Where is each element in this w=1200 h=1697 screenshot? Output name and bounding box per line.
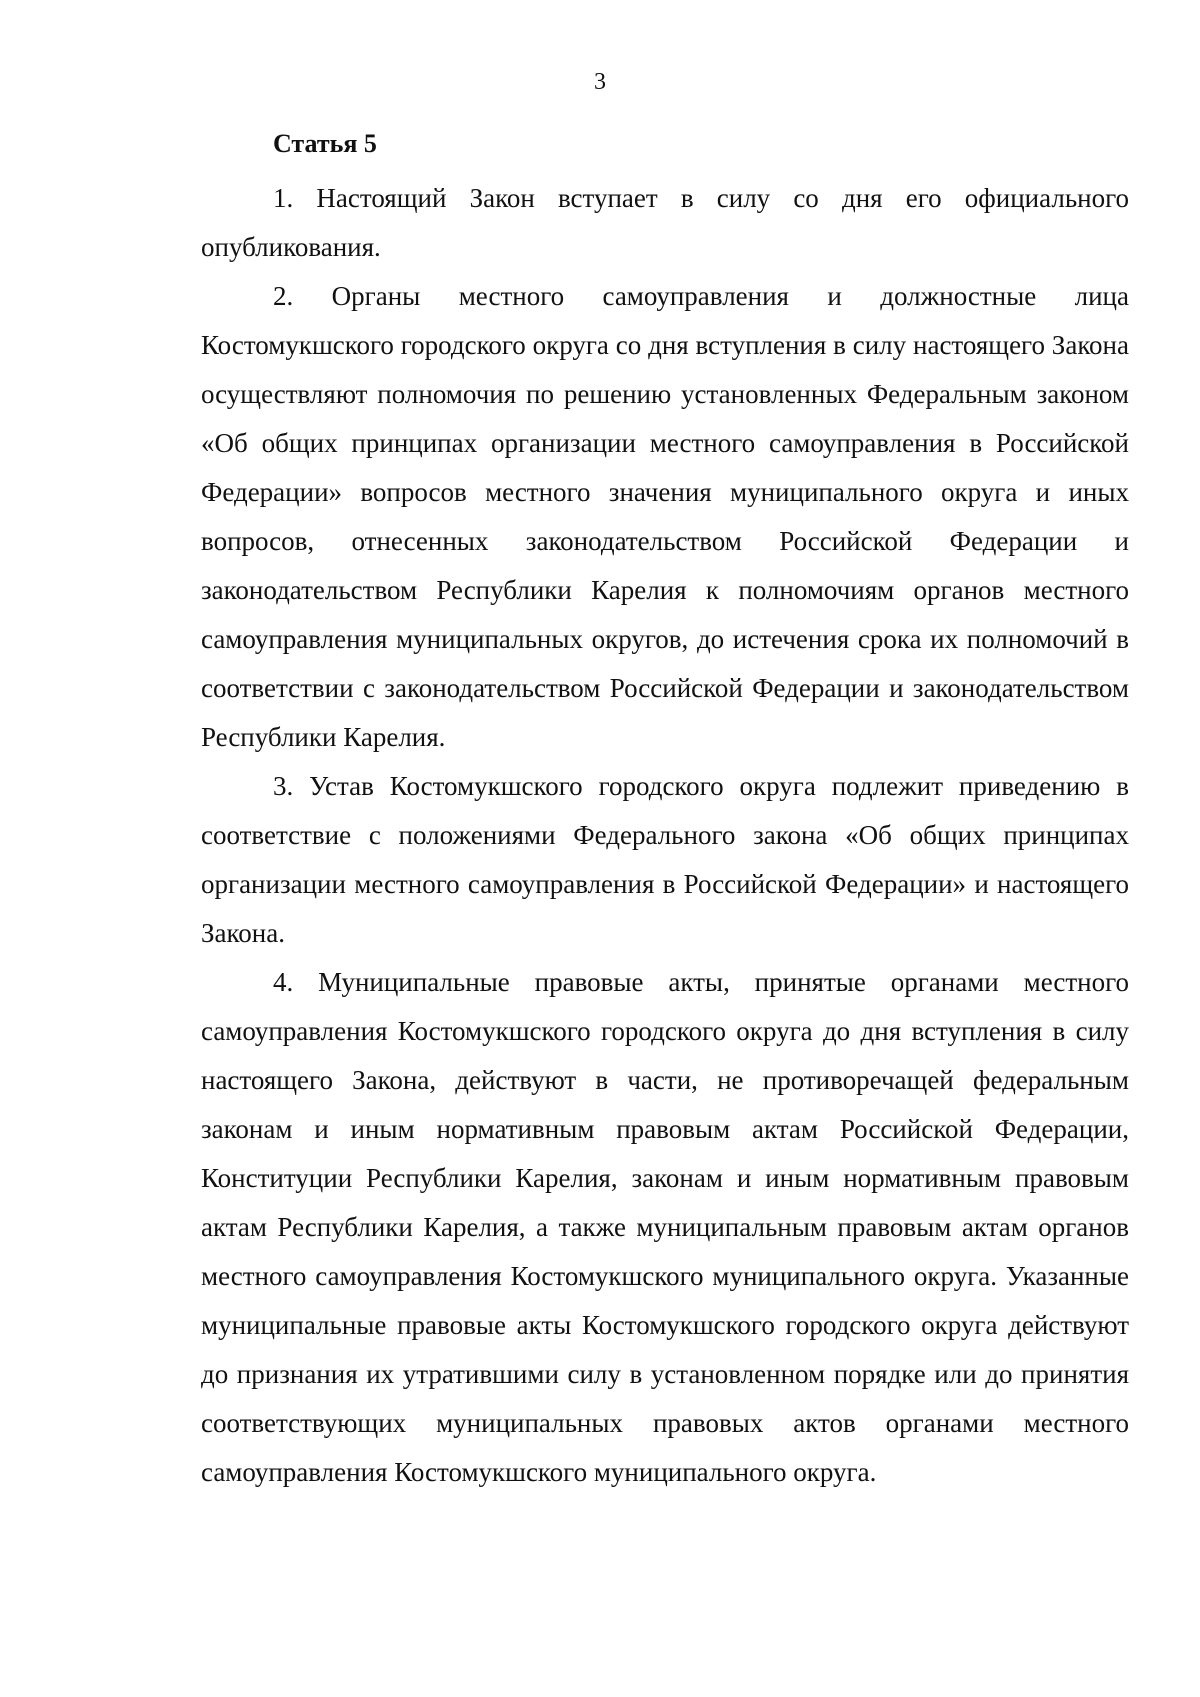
article-body (201, 118, 1129, 1497)
article-paragraph-4: 4. Муниципальные правовые акты, принятые органами местного самоуправления Костомукшского городского округа до дня вступления в силу настоящего Закона, действуют в части, не противоречащей федеральным законам и иным нормативным правовым актам Российской Федерации, Конституции Республики Карелия, законам и иным нормативным правовым актам Республики Карелия, а также муниципальным правовым актам органов местного самоуправления Костомукшского муниципального округа. Указанные муниципальные правовые акты Костомукшского городского округа действуют до признания их утратившими силу в установленном порядке или до принятия соответствующих муниципальных правовых актов органами местного самоуправления Костомукшского муниципального округа. (201, 967, 1129, 1487)
article-title: Статья 5 (273, 129, 377, 158)
article-paragraph-2: 2. Органы местного самоуправления и должностные лица Костомукшского городского округа со дня вступления в силу настоящего Закона осуществляют полномочия по решению установленных Федеральным законом «Об общих принципах организации местного самоуправления в Российской Федерации» вопросов местного значения муниципального округа и иных вопросов, отнесенных законодательством Российской Федерации и законодательством Республики Карелия к полномочиям органов местного самоуправления муниципальных округов, до истечения срока их полномочий в соответствии с законодательством Российской Федерации и законодательством Республики Карелия. (201, 281, 1129, 752)
article-paragraph-1: 1. Настоящий Закон вступает в силу со дня его официального опубликования. (201, 183, 1129, 262)
article-paragraph-3: 3. Устав Костомукшского городского округа подлежит приведению в соответствие с положениями Федерального закона «Об общих принципах организации местного самоуправления в Российской Федерации» и настоящего Закона. (201, 771, 1129, 948)
page-number: 3 (594, 69, 606, 95)
